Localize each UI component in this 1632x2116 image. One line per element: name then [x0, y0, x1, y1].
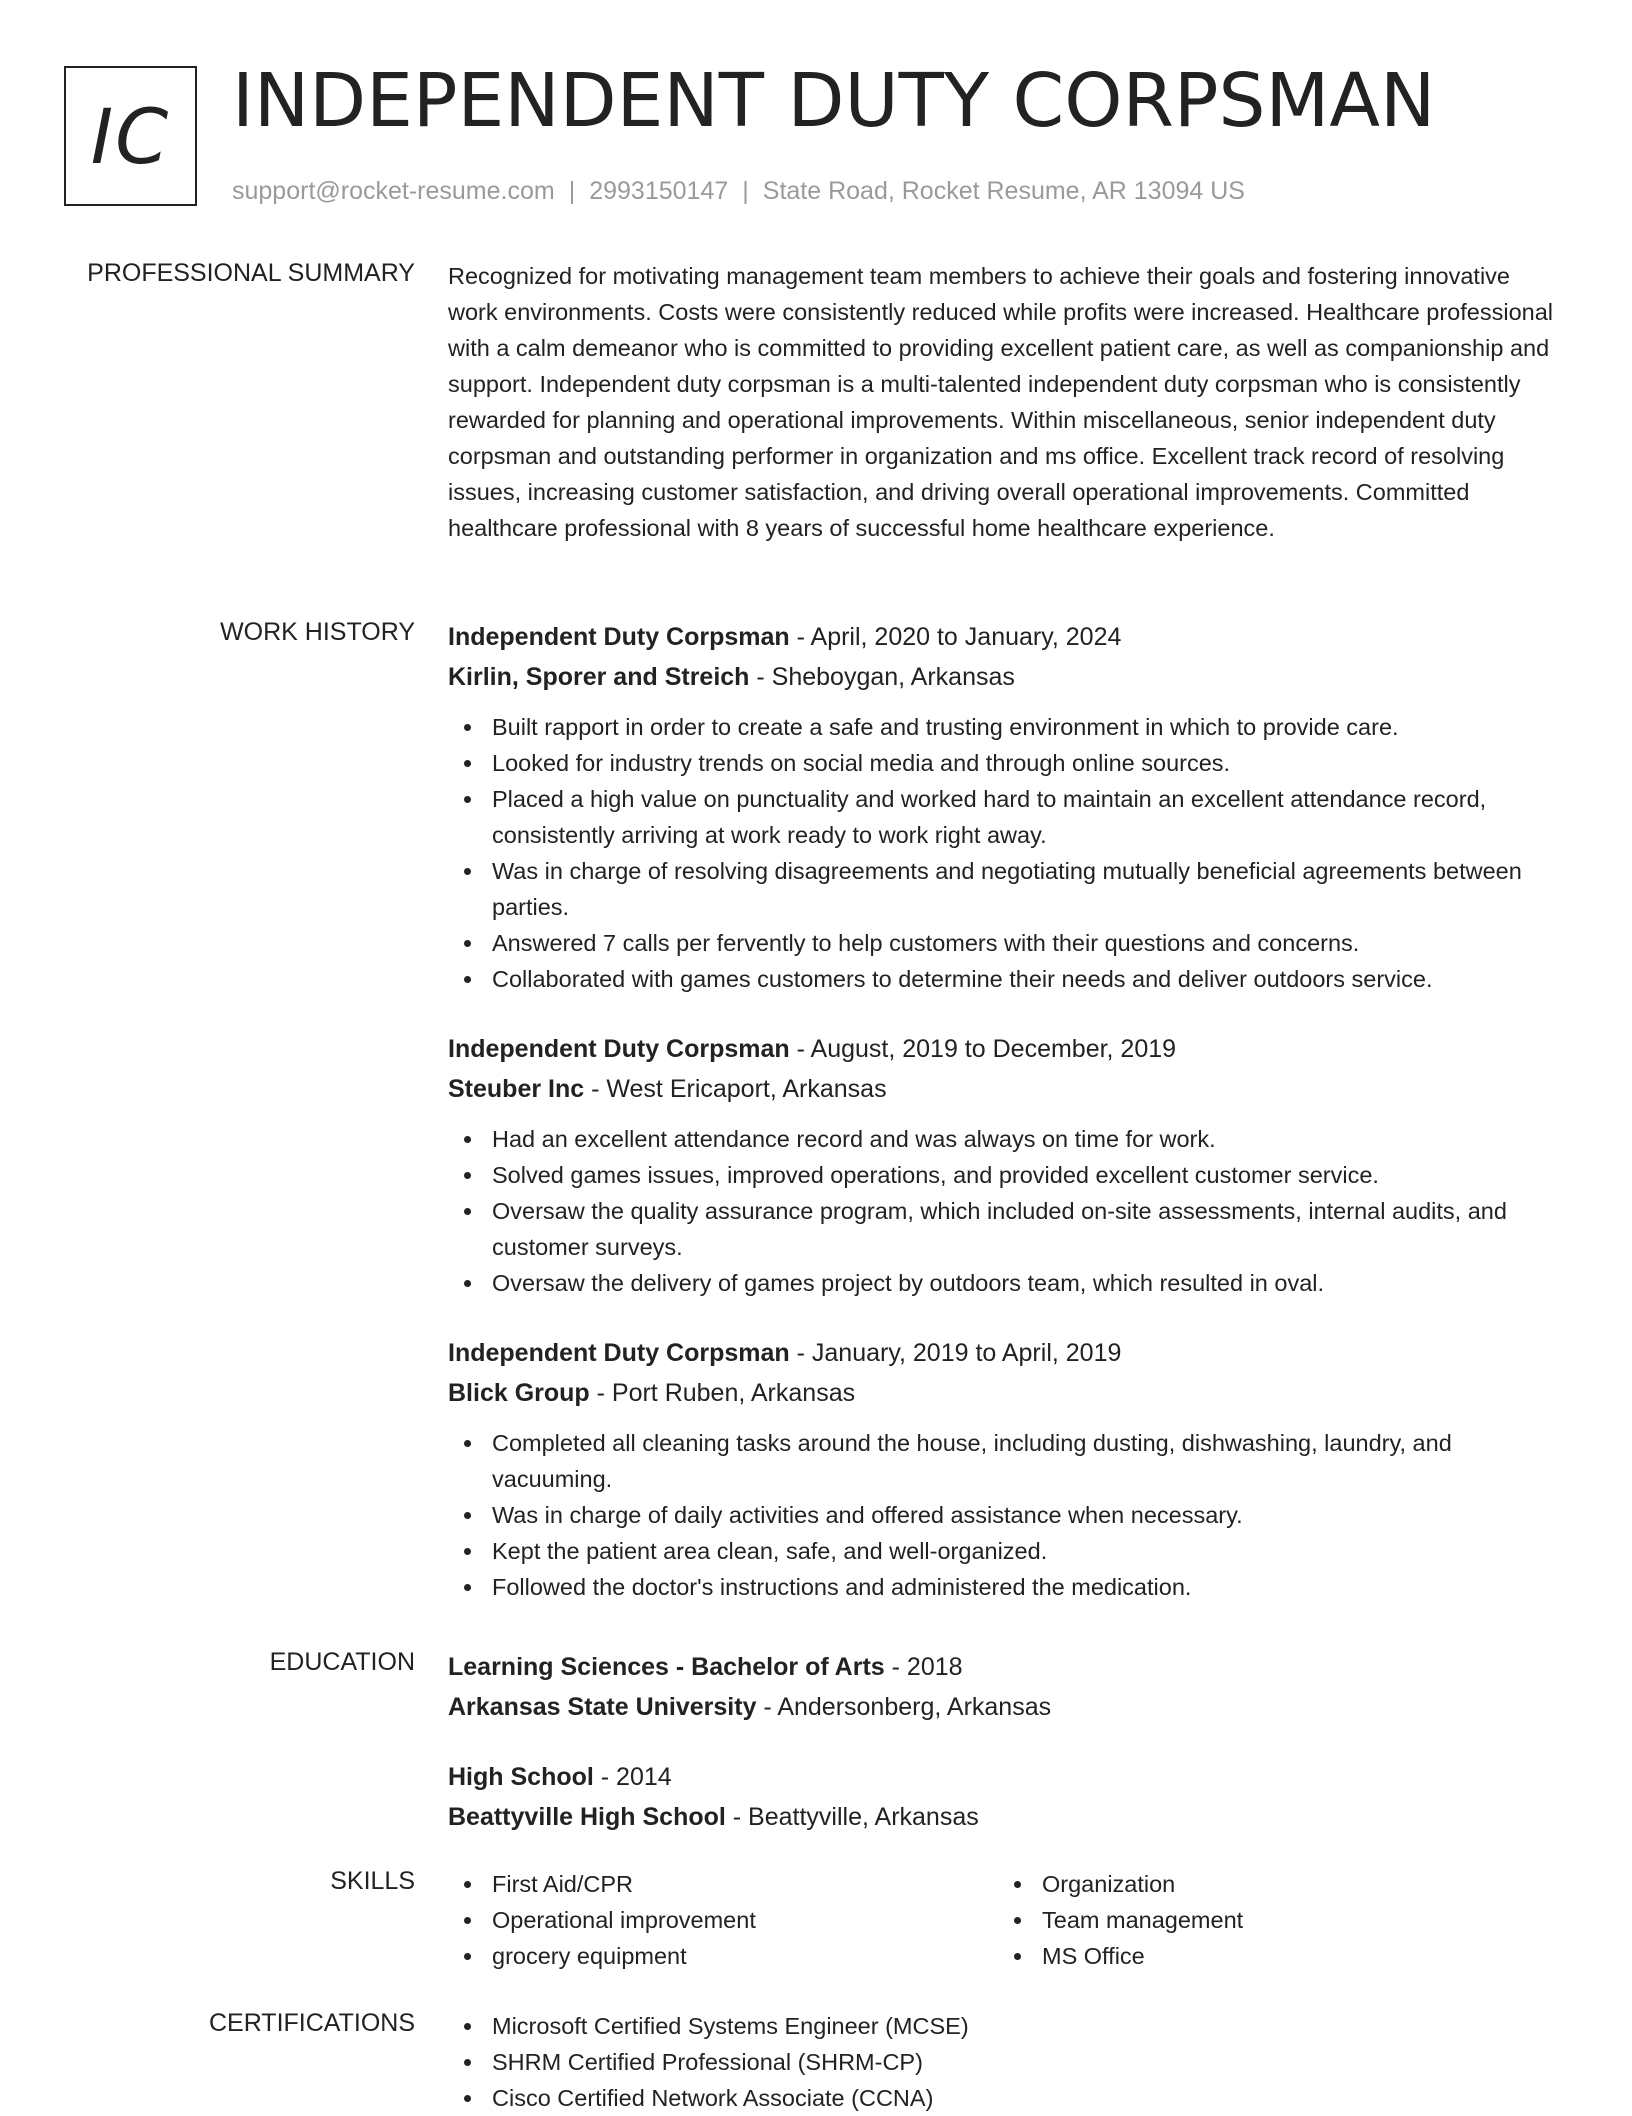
job-entry	[448, 617, 1566, 997]
list-item: Built rapport in order to create a safe and trusting environment in which to provide care.	[448, 709, 1566, 745]
list-item: Organization	[998, 1866, 1548, 1902]
education-location: - Andersonberg, Arkansas	[756, 1693, 1052, 1721]
education-school: Arkansas State University	[448, 1693, 757, 1721]
job-company: Blick Group	[448, 1379, 590, 1407]
job-title: Independent Duty Corpsman	[448, 1339, 790, 1367]
monogram-logo: IC	[64, 66, 197, 206]
list-item: Collaborated with games customers to determine their needs and deliver outdoors service.	[448, 961, 1566, 997]
job-bullets	[448, 1121, 1566, 1301]
education-degree-line	[448, 1757, 1566, 1797]
education-year: - 2018	[884, 1653, 963, 1681]
section-label-skills: SKILLS	[330, 1867, 415, 1895]
contact-line	[232, 176, 1245, 206]
job-bullets	[448, 1425, 1566, 1605]
job-dates: - January, 2019 to April, 2019	[789, 1339, 1122, 1367]
list-item: Kept the patient area clean, safe, and well-organized.	[448, 1533, 1566, 1569]
job-title: Independent Duty Corpsman	[448, 623, 790, 651]
summary-text: Recognized for motivating management team members to achieve their goals and fostering innovative work environments. Costs were consistently reduced while profits were increased. Healthcare professional with a calm demeanor who is committed to providing excellent patient care, as well as companionship and support. Independent duty corpsman is a multi-talented independent duty corpsman who is consistently rewarded for planning and operational improvements. Within miscellaneous, senior independent duty corpsman and outstanding performer in organization and ms office. Excellent track record of resolving issues, increasing customer satisfaction, and driving overall operational improvements. Committed healthcare professional with 8 years of successful home healthcare experience.	[448, 263, 1554, 541]
list-item: Completed all cleaning tasks around the house, including dusting, dishwashing, laundry, and vacuuming.	[448, 1425, 1566, 1497]
job-company-line	[448, 1373, 1566, 1413]
education-school-line	[448, 1687, 1566, 1727]
certifications-list	[448, 2008, 1566, 2116]
list-item: Followed the doctor's instructions and administered the medication.	[448, 1569, 1566, 1605]
list-item: Team management	[998, 1902, 1548, 1938]
education-school-line	[448, 1797, 1566, 1837]
education-entry	[448, 1757, 1566, 1837]
education-entry	[448, 1647, 1566, 1727]
contact-email[interactable]: support@rocket-resume.com	[232, 177, 555, 205]
list-item: Operational improvement	[448, 1902, 998, 1938]
list-item: Oversaw the quality assurance program, which included on-site assessments, internal audits, and customer surveys.	[448, 1193, 1566, 1265]
list-item: MS Office	[998, 1938, 1548, 1974]
education-location: - Beattyville, Arkansas	[725, 1803, 979, 1831]
contact-address: State Road, Rocket Resume, AR 13094 US	[762, 177, 1245, 205]
list-item: Answered 7 calls per fervently to help customers with their questions and concerns.	[448, 925, 1566, 961]
contact-separator: |	[742, 177, 749, 205]
job-title-line	[448, 1333, 1566, 1373]
list-item: grocery equipment	[448, 1938, 998, 1974]
job-title-line	[448, 1029, 1566, 1069]
list-item: SHRM Certified Professional (SHRM-CP)	[448, 2044, 1566, 2080]
section-label-work-history: WORK HISTORY	[220, 618, 415, 646]
section-label-education: EDUCATION	[269, 1648, 415, 1676]
section-label-summary: PROFESSIONAL SUMMARY	[87, 259, 415, 287]
list-item: First Aid/CPR	[448, 1866, 998, 1902]
list-item: Oversaw the delivery of games project by outdoors team, which resulted in oval.	[448, 1265, 1566, 1301]
education-degree: Learning Sciences - Bachelor of Arts	[448, 1653, 885, 1681]
section-label-certifications: CERTIFICATIONS	[208, 2009, 415, 2037]
job-location: - Sheboygan, Arkansas	[749, 663, 1015, 691]
job-company-line	[448, 657, 1566, 697]
job-dates: - August, 2019 to December, 2019	[789, 1035, 1177, 1063]
list-item: Had an excellent attendance record and was always on time for work.	[448, 1121, 1566, 1157]
list-item: Solved games issues, improved operations, and provided excellent customer service.	[448, 1157, 1566, 1193]
education-school: Beattyville High School	[448, 1803, 726, 1831]
list-item: Microsoft Certified Systems Engineer (MCSE)	[448, 2008, 1566, 2044]
list-item: Was in charge of resolving disagreements and negotiating mutually beneficial agreements between parties.	[448, 853, 1566, 925]
resume-title: INDEPENDENT DUTY CORPSMAN	[232, 58, 1436, 144]
job-bullets	[448, 709, 1566, 997]
list-item: Placed a high value on punctuality and worked hard to maintain an excellent attendance record, consistently arriving at work ready to work right away.	[448, 781, 1566, 853]
job-company: Steuber Inc	[448, 1075, 585, 1103]
contact-separator: |	[568, 177, 576, 205]
skills-grid	[448, 1866, 1566, 1974]
contact-phone[interactable]: 2993150147	[589, 177, 729, 205]
skills-column-2	[998, 1866, 1548, 1974]
job-company: Kirlin, Sporer and Streich	[448, 663, 750, 691]
education-year: - 2014	[593, 1763, 672, 1791]
job-entry	[448, 1333, 1566, 1605]
job-company-line	[448, 1069, 1566, 1109]
education-degree: High School	[448, 1763, 594, 1791]
job-title-line	[448, 617, 1566, 657]
list-item: Looked for industry trends on social media and through online sources.	[448, 745, 1566, 781]
education-degree-line	[448, 1647, 1566, 1687]
job-dates: - April, 2020 to January, 2024	[789, 623, 1122, 651]
skills-column-1	[448, 1866, 998, 1974]
job-location: - West Ericaport, Arkansas	[584, 1075, 887, 1103]
list-item: Was in charge of daily activities and offered assistance when necessary.	[448, 1497, 1566, 1533]
job-location: - Port Ruben, Arkansas	[589, 1379, 856, 1407]
list-item: Cisco Certified Network Associate (CCNA)	[448, 2080, 1566, 2116]
job-entry	[448, 1029, 1566, 1301]
job-title: Independent Duty Corpsman	[448, 1035, 790, 1063]
